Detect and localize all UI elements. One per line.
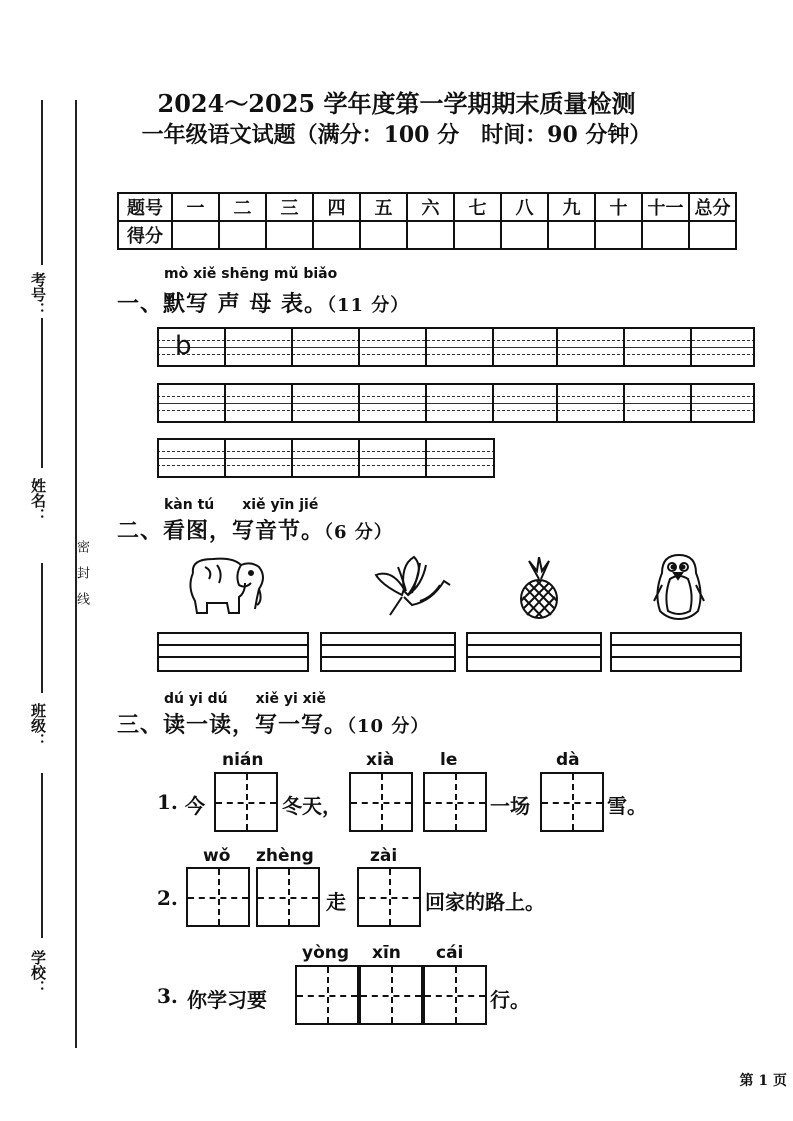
q2-char-box-2[interactable] xyxy=(256,867,320,927)
q1-char-box-1[interactable] xyxy=(214,772,278,832)
score-cell[interactable] xyxy=(548,221,595,249)
score-cell[interactable] xyxy=(595,221,642,249)
col-header: 七 xyxy=(454,193,501,221)
q3-char-box-1[interactable] xyxy=(295,965,359,1025)
sample-letter: b xyxy=(175,331,192,361)
pinyin-writing-box-2[interactable] xyxy=(320,632,456,672)
score-cell[interactable] xyxy=(266,221,313,249)
butterfly-icon xyxy=(372,555,452,621)
section3-title xyxy=(117,708,429,739)
score-cell[interactable] xyxy=(454,221,501,249)
q3-pinyin-3: cái xyxy=(436,943,464,963)
col-header: 二 xyxy=(219,193,266,221)
pinyin-writing-box-4[interactable] xyxy=(610,632,742,672)
q1-char-box-3[interactable] xyxy=(423,772,487,832)
question-number-row xyxy=(118,193,736,221)
section2-score: （6 分） xyxy=(324,522,393,543)
q3-char-box-3[interactable] xyxy=(423,965,487,1025)
exam-subtitle: 一年级语文试题（满分：100 分 时间：90 分钟） xyxy=(141,122,652,148)
q2-pinyin-1: wǒ xyxy=(203,846,231,866)
writing-grid-row1[interactable] xyxy=(157,327,755,367)
col-header: 十一 xyxy=(642,193,689,221)
q1-char-box-2[interactable] xyxy=(349,772,413,832)
section3-pinyin: dú yi dú xiě yi xiě xyxy=(164,691,326,707)
q1-pinyin-1: nián xyxy=(222,750,264,770)
col-header: 十 xyxy=(595,193,642,221)
q2-text-mid: 走 xyxy=(326,890,346,914)
score-row xyxy=(118,221,736,249)
q2-pinyin-3: zài xyxy=(370,846,398,866)
exam-no-label: 考号： xyxy=(29,272,47,317)
q2-char-box-3[interactable] xyxy=(357,867,421,927)
q3-pinyin-1: yòng xyxy=(302,943,350,963)
section3-title-text: 三、读一读，写一写。 xyxy=(117,712,348,738)
q3-char-box-2[interactable] xyxy=(359,965,423,1025)
score-table xyxy=(117,192,737,250)
score-cell[interactable] xyxy=(501,221,548,249)
class-line xyxy=(41,563,43,693)
question-number-header: 题号 xyxy=(118,193,172,221)
page-number: 第 1 页 xyxy=(739,1073,787,1089)
pineapple-icon xyxy=(515,557,563,619)
q1-char-box-4[interactable] xyxy=(540,772,604,832)
q3-text-before: 你学习要 xyxy=(187,988,267,1012)
q2-pinyin-2: zhèng xyxy=(256,846,314,866)
col-header: 四 xyxy=(313,193,360,221)
q1-text-mid2: 一场 xyxy=(490,794,530,818)
q2-number: 2. xyxy=(157,886,178,910)
col-header: 五 xyxy=(360,193,407,221)
elephant-icon xyxy=(183,553,269,617)
q3-number: 3. xyxy=(157,984,178,1008)
name-line xyxy=(41,318,43,468)
writing-grid-row3[interactable] xyxy=(157,438,495,478)
q1-pinyin-2: xià xyxy=(366,750,395,770)
school-line xyxy=(41,773,43,938)
name-label: 姓名： xyxy=(29,478,47,523)
class-label: 班级： xyxy=(29,703,47,748)
col-header: 三 xyxy=(266,193,313,221)
pinyin-writing-box-1[interactable] xyxy=(157,632,309,672)
section2-title-text: 二、看图，写音节。 xyxy=(117,518,325,544)
section2-pinyin: kàn tú xiě yīn jié xyxy=(164,497,319,513)
col-header: 总分 xyxy=(689,193,736,221)
q1-pinyin-3: le xyxy=(440,750,458,770)
col-header: 八 xyxy=(501,193,548,221)
q1-number: 1. xyxy=(157,790,178,814)
score-cell[interactable] xyxy=(313,221,360,249)
col-header: 九 xyxy=(548,193,595,221)
section1-pinyin: mò xiě shēng mǔ biǎo xyxy=(164,266,338,282)
q3-pinyin-2: xīn xyxy=(372,943,401,963)
col-header: 一 xyxy=(172,193,219,221)
pinyin-writing-box-3[interactable] xyxy=(466,632,602,672)
score-cell[interactable] xyxy=(642,221,689,249)
section3-score: （10 分） xyxy=(347,716,430,737)
q2-text-after: 回家的路上。 xyxy=(425,890,545,914)
score-header: 得分 xyxy=(118,221,172,249)
section1-title-text: 一、默写 声 母 表。 xyxy=(117,291,327,317)
q1-text-mid1: 冬天， xyxy=(282,794,342,818)
q2-char-box-1[interactable] xyxy=(186,867,250,927)
q3-text-after: 行。 xyxy=(490,988,530,1012)
section2-title xyxy=(117,514,393,545)
score-cell[interactable] xyxy=(172,221,219,249)
penguin-icon xyxy=(650,551,708,621)
col-header: 六 xyxy=(407,193,454,221)
score-cell[interactable] xyxy=(219,221,266,249)
score-cell[interactable] xyxy=(407,221,454,249)
writing-grid-row2[interactable] xyxy=(157,383,755,423)
q1-pinyin-4: dà xyxy=(556,750,580,770)
score-cell[interactable] xyxy=(689,221,736,249)
q1-text-after: 雪。 xyxy=(607,794,647,818)
section1-score: （11 分） xyxy=(326,295,410,316)
q1-text-before: 今 xyxy=(185,794,205,818)
school-label: 学校： xyxy=(29,950,47,995)
exam-title: 2024～2025 学年度第一学期期末质量检测 xyxy=(157,89,636,118)
section1-title xyxy=(117,287,409,318)
score-cell[interactable] xyxy=(360,221,407,249)
seal-line-label: 密 封 线 xyxy=(74,540,89,605)
